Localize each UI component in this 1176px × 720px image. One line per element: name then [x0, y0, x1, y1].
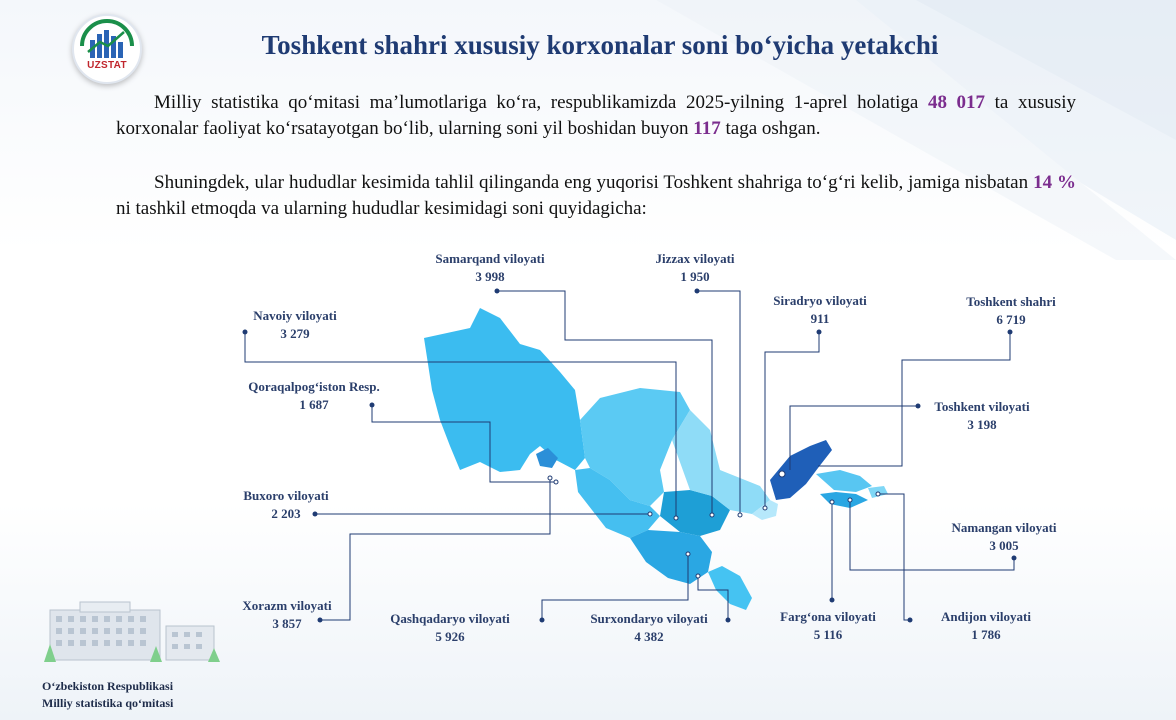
- region-name: Samarqand viloyati: [435, 251, 545, 266]
- region-value: 1 687: [299, 397, 329, 412]
- paragraph-text: ni tashkil etmoqda va ularning hududlar kesimidagi soni quyidagicha:: [116, 198, 647, 219]
- label-fargona: [766, 608, 890, 644]
- map-region-qoraqalpogiston: [424, 308, 585, 472]
- region-value: 1 950: [680, 269, 710, 284]
- growth-value: 117: [693, 118, 721, 139]
- building-illustration: [40, 600, 220, 670]
- paragraph-text: Milliy statistika qo‘mitasi ma’lumotlariga ko‘ra, respublikamizda 2025-yilning 1-aprel holatiga: [154, 92, 919, 113]
- total-enterprises-value: 48 017: [927, 92, 986, 113]
- map-region-namangan: [816, 470, 872, 492]
- region-value: 3 857: [272, 616, 302, 631]
- region-name: Toshkent viloyati: [934, 399, 1030, 414]
- label-buxoro: [228, 487, 344, 523]
- footer-organization: [42, 678, 173, 712]
- region-value: 2 203: [271, 506, 301, 521]
- label-qoraqalpogiston: [228, 378, 400, 414]
- label-namangan: [938, 519, 1070, 555]
- region-value: 3 005: [989, 538, 1019, 553]
- footer-line-1: O‘zbekiston Respublikasi: [42, 679, 174, 693]
- label-qashqadaryo: [376, 610, 524, 646]
- region-value: 6 719: [996, 312, 1026, 327]
- region-name: Toshkent shahri: [966, 294, 1056, 309]
- label-surxondaryo: [576, 610, 722, 646]
- region-value: 5 116: [813, 627, 843, 642]
- region-value: 3 279: [280, 326, 310, 341]
- label-andijon: [926, 608, 1046, 644]
- region-value: 3 998: [475, 269, 505, 284]
- region-name: Xorazm viloyati: [242, 598, 332, 613]
- region-value: 1 786: [971, 627, 1001, 642]
- region-name: Navoiy viloyati: [253, 308, 337, 323]
- region-value: 3 198: [967, 417, 997, 432]
- region-value: 911: [810, 311, 830, 326]
- region-name: Surxondaryo viloyati: [590, 611, 708, 626]
- region-value: 5 926: [435, 629, 465, 644]
- label-sirdaryo: [758, 292, 882, 328]
- label-xorazm: [228, 597, 346, 633]
- region-value: 4 382: [634, 629, 664, 644]
- page-title: Toshkent shahri xususiy korxonalar soni bo‘yicha yetakchi: [261, 30, 939, 60]
- region-name: Farg‘ona viloyati: [780, 609, 876, 624]
- toshkent-shahri-marker: [779, 471, 785, 477]
- share-percent-value: 14 %: [1033, 172, 1077, 193]
- region-name: Andijon viloyati: [941, 609, 1031, 624]
- label-samarqand: [425, 250, 555, 286]
- region-name: Buxoro viloyati: [243, 488, 329, 503]
- region-name: Qoraqalpog‘iston Resp.: [248, 379, 380, 394]
- label-navoiy: [236, 307, 354, 343]
- label-toshkent-viloyati: [920, 398, 1044, 434]
- region-name: Siradryo viloyati: [773, 293, 867, 308]
- map-region-toshkent-viloyati: [770, 440, 832, 500]
- paragraph-text: ta xususiy korxonalar faoliyat ko‘rsatayotgan bo‘lib, ularning soni yil boshidan buyon: [116, 92, 1077, 139]
- region-name: Namangan viloyati: [951, 520, 1057, 535]
- region-name: Qashqadaryo viloyati: [390, 611, 510, 626]
- map-region-surxondaryo: [708, 566, 752, 610]
- label-jizzax: [640, 250, 750, 286]
- region-name: Jizzax viloyati: [655, 251, 735, 266]
- paragraph-text: taga oshgan.: [725, 118, 821, 139]
- logo-text: UZSTAT: [87, 60, 127, 71]
- map-region-fargona: [820, 492, 868, 508]
- paragraph-text: Shuningdek, ular hududlar kesimida tahlil qilinganda eng yuqorisi Toshkent shahriga to‘g‘ri kelib, jamiga nisbatan: [154, 172, 1029, 193]
- label-toshkent-shahri: [950, 293, 1072, 329]
- footer-line-2: Milliy statistika qo‘mitasi: [42, 696, 174, 710]
